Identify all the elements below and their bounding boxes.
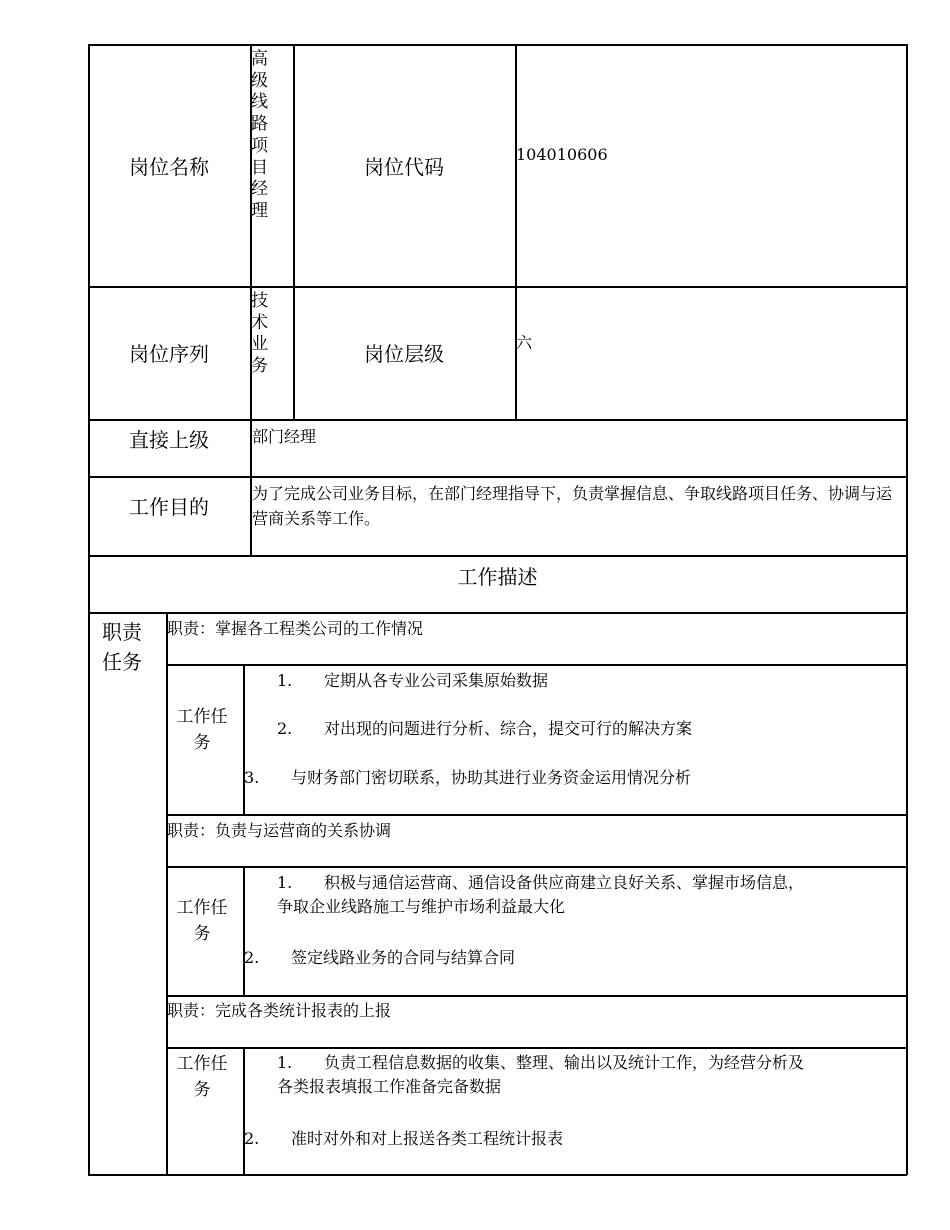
task-text: 对出现的问题进行分析、综合，提交可行的解决方案 <box>324 719 693 738</box>
task-text: 定期从各专业公司采集原始数据 <box>324 671 549 690</box>
task-item <box>277 717 692 741</box>
position-code-value: 104010606 <box>516 145 608 164</box>
task-item <box>277 1051 804 1099</box>
task-number: 3. <box>244 768 260 787</box>
position-name-label: 岗位名称 <box>129 154 209 179</box>
task-text: 准时对外和对上报送各类工程统计报表 <box>291 1129 564 1148</box>
task-item <box>244 1127 563 1151</box>
task-text-continued: 争取企业线路施工与维护市场利益最大化 <box>277 897 566 916</box>
task-text: 签定线路业务的合同与结算合同 <box>291 948 516 967</box>
task-number: 2. <box>244 948 260 967</box>
duty-section-label: 职责任务 <box>102 620 142 674</box>
position-name-value: 高级线路项目经理 <box>251 49 268 221</box>
position-code-label: 岗位代码 <box>364 154 444 179</box>
sequence-value: 技术业务 <box>251 291 268 377</box>
task-number: 1. <box>277 873 293 892</box>
task-item <box>244 766 691 790</box>
task-number: 2. <box>244 1129 260 1148</box>
duty-title: 职责：完成各类统计报表的上报 <box>167 1001 392 1020</box>
task-text-continued: 各类报表填报工作准备完备数据 <box>277 1077 502 1096</box>
superior-value: 部门经理 <box>252 427 317 446</box>
task-number: 1. <box>277 671 293 690</box>
duty-title: 职责：负责与运营商的关系协调 <box>167 821 392 840</box>
task-item <box>277 669 548 693</box>
superior-label: 直接上级 <box>129 427 209 452</box>
task-text: 与财务部门密切联系，协助其进行业务资金运用情况分析 <box>291 768 692 787</box>
duty-title: 职责：掌握各工程类公司的工作情况 <box>167 619 424 638</box>
task-label: 工作任务 <box>176 1054 228 1100</box>
task-item <box>277 871 804 919</box>
task-label: 工作任务 <box>176 707 228 753</box>
task-text: 积极与通信运营商、通信设备供应商建立良好关系、掌握市场信息， <box>324 873 805 892</box>
sequence-label: 岗位序列 <box>129 342 209 366</box>
task-number: 1. <box>277 1053 293 1072</box>
task-label: 工作任务 <box>176 898 228 944</box>
task-item <box>244 946 515 970</box>
level-label: 岗位层级 <box>364 342 444 366</box>
description-title: 工作描述 <box>457 564 538 589</box>
task-number: 2. <box>277 719 293 738</box>
level-value: 六 <box>516 333 533 352</box>
purpose-label: 工作目的 <box>129 494 209 519</box>
task-text: 负责工程信息数据的收集、整理、输出以及统计工作，为经营分析及 <box>324 1053 805 1072</box>
purpose-value: 为了完成公司业务目标，在部门经理指导下，负责掌握信息、争取线路项目任务、协调与运营商关系等工作。 <box>252 484 893 528</box>
